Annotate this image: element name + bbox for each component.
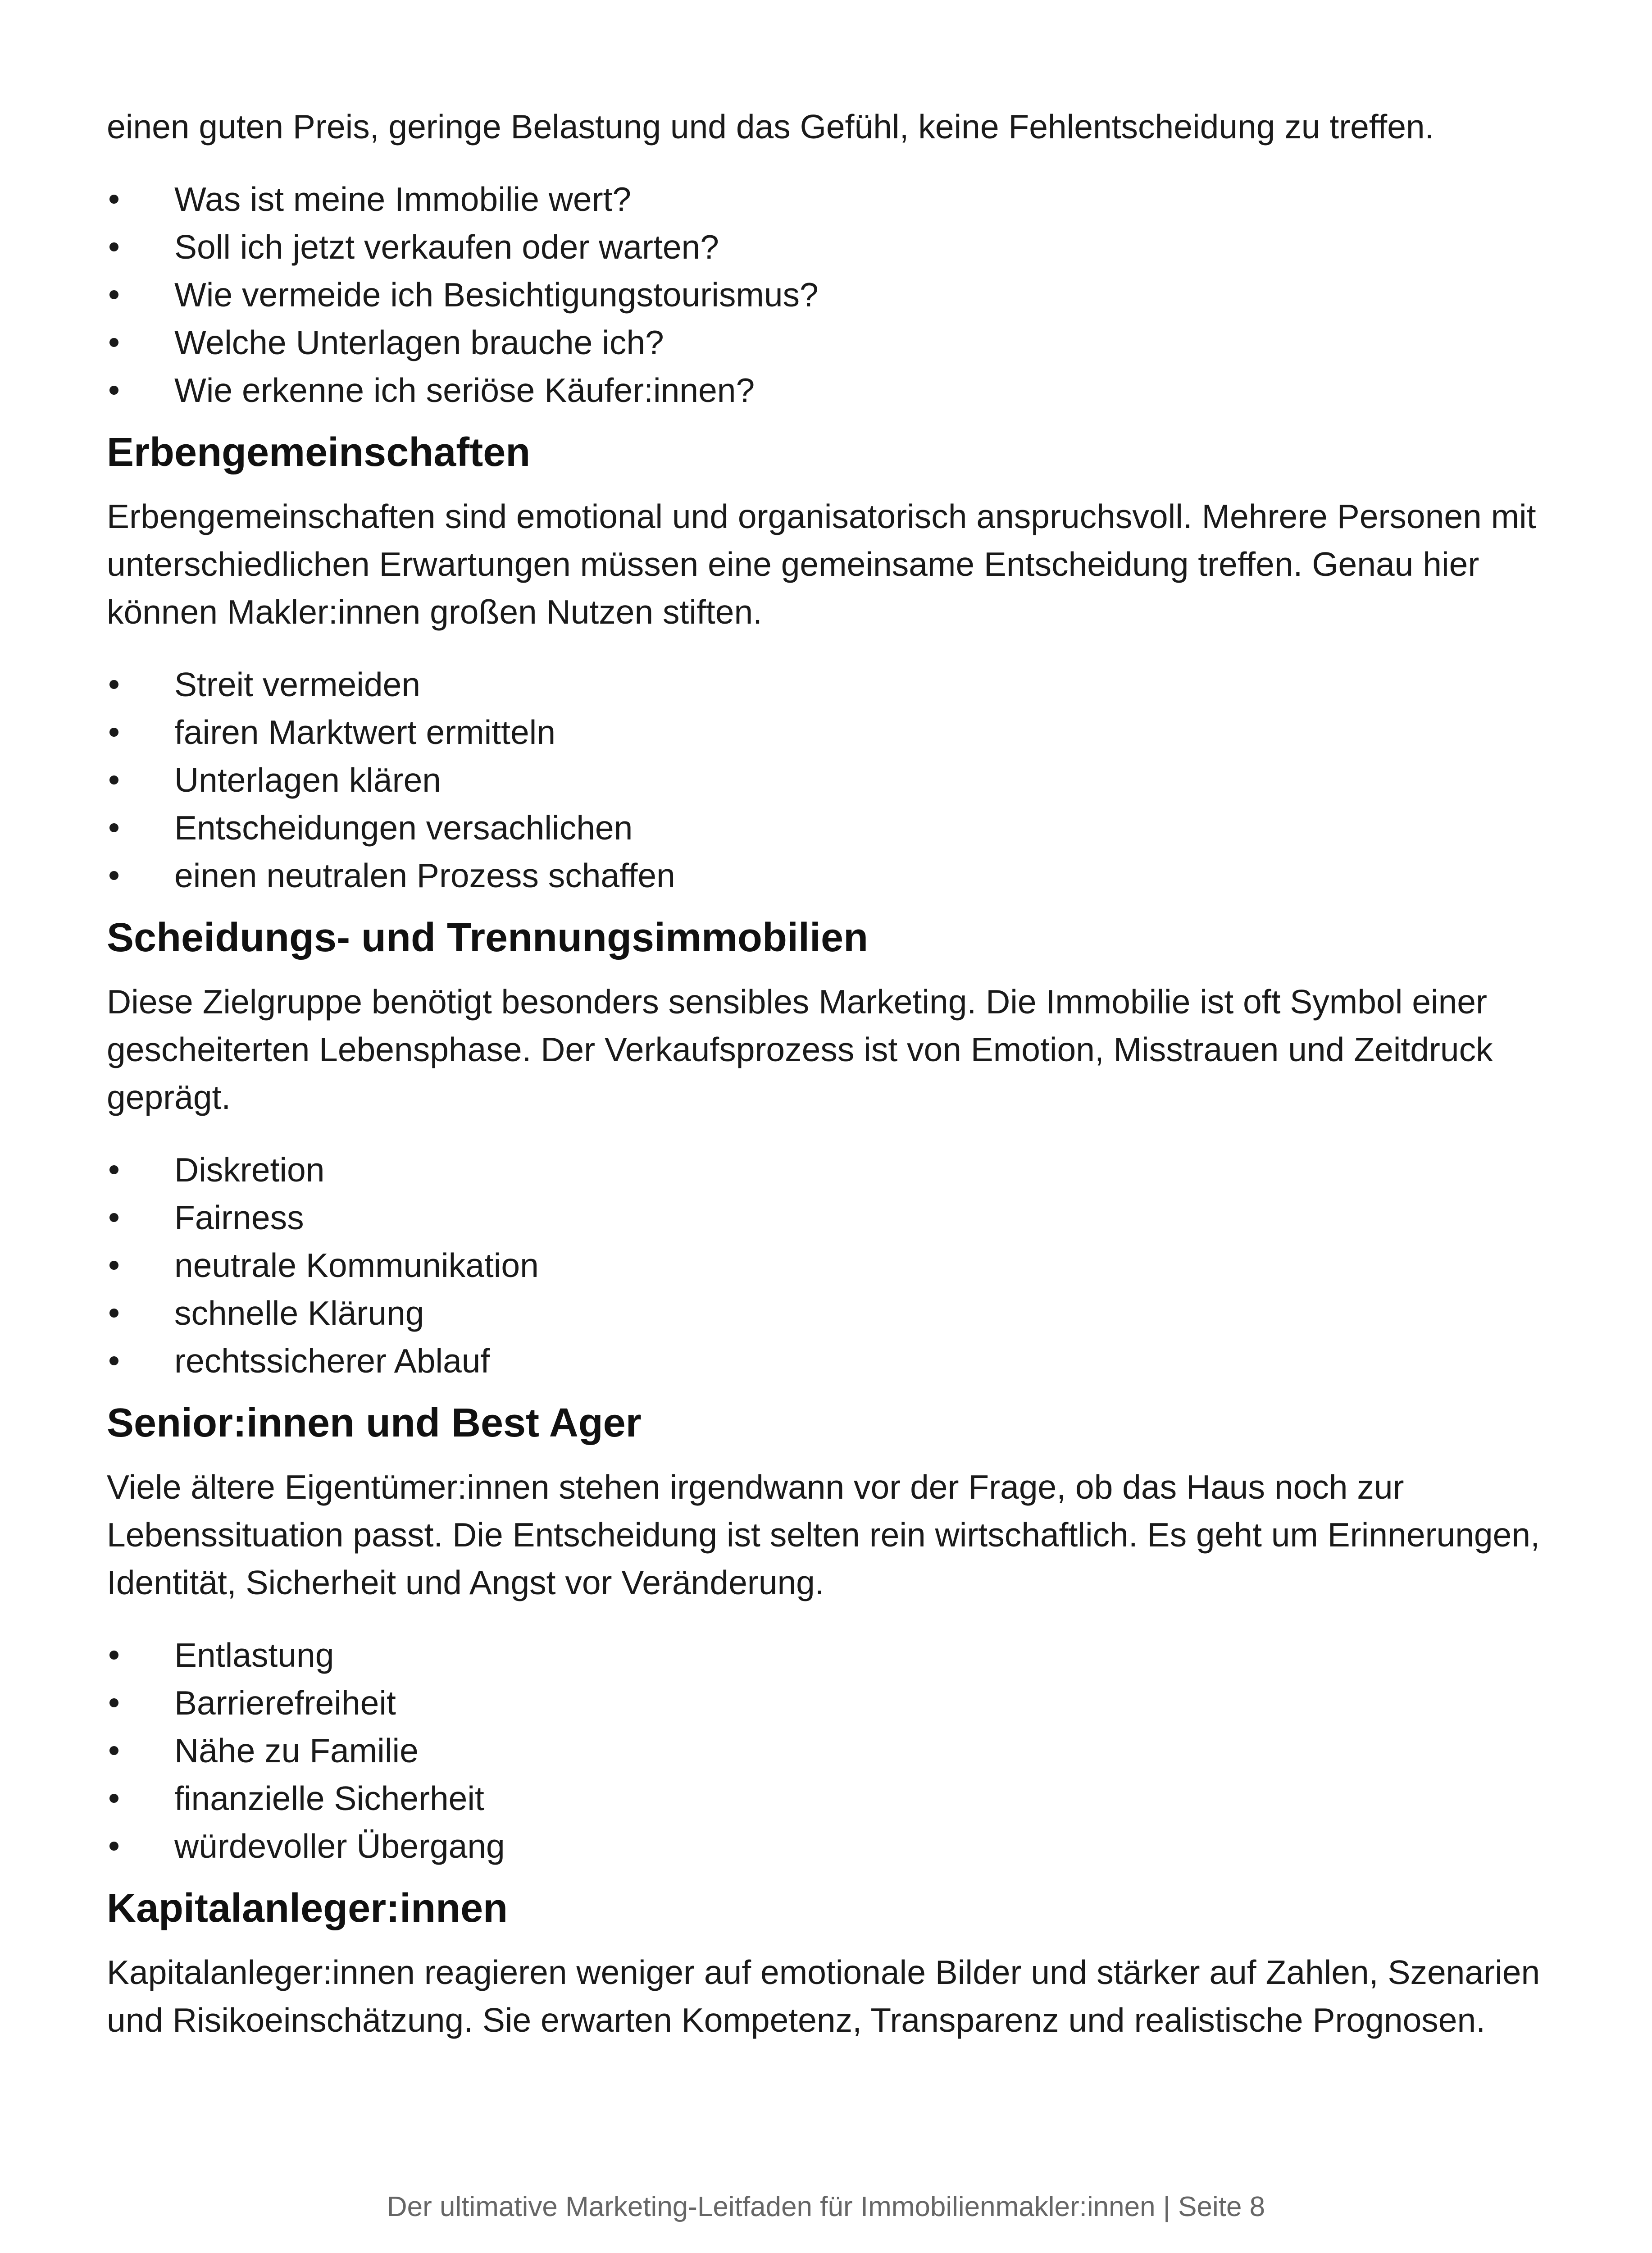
bullet-icon <box>109 1165 118 1174</box>
list-item <box>107 1146 1557 1194</box>
list-item <box>107 852 1557 899</box>
list-item <box>107 1631 1557 1679</box>
list-item-text: fairen Marktwert ermitteln <box>174 713 556 751</box>
list-item <box>107 271 1557 319</box>
section-bullet-list-senioren <box>107 1631 1557 1870</box>
bullet-icon <box>109 1842 118 1851</box>
list-item <box>107 175 1557 223</box>
list-item-text: Welche Unterlagen brauche ich? <box>174 324 664 361</box>
list-item-text: neutrale Kommunikation <box>174 1246 539 1284</box>
list-item-text: schnelle Klärung <box>174 1294 424 1332</box>
section-heading-erbengemeinschaften: Erbengemeinschaften <box>107 430 531 475</box>
list-item <box>107 1337 1557 1385</box>
list-item <box>107 366 1557 414</box>
bullet-icon <box>109 775 118 784</box>
list-item-text: Entlastung <box>174 1636 334 1674</box>
list-item <box>107 1194 1557 1241</box>
list-item-text: Wie erkenne ich seriöse Käufer:innen? <box>174 371 755 409</box>
bullet-icon <box>109 1309 118 1318</box>
list-item <box>107 1241 1557 1289</box>
list-item-text: Nähe zu Familie <box>174 1732 419 1770</box>
list-item <box>107 708 1557 756</box>
list-item-text: würdevoller Übergang <box>174 1827 505 1865</box>
section-bullet-list-erbengemeinschaften <box>107 661 1557 899</box>
bullet-icon <box>109 338 118 347</box>
bullet-icon <box>109 195 118 204</box>
bullet-icon <box>109 871 118 880</box>
bullet-icon <box>109 242 118 251</box>
bullet-icon <box>109 1794 118 1803</box>
page-footer: Der ultimative Marketing-Leitfaden für Immobilienmakler:innen | Seite 8 <box>387 2191 1265 2222</box>
bullet-icon <box>109 1698 118 1707</box>
list-item <box>107 1822 1557 1870</box>
bullet-icon <box>109 386 118 395</box>
list-item <box>107 661 1557 708</box>
bullet-icon <box>109 1356 118 1365</box>
section-bullet-list-scheidung <box>107 1146 1557 1385</box>
page-content <box>107 103 1557 2069</box>
section-heading-kapitalanleger: Kapitalanleger:innen <box>107 1886 508 1931</box>
list-item-text: Unterlagen klären <box>174 761 441 799</box>
list-item <box>107 1774 1557 1822</box>
list-item-text: Fairness <box>174 1199 304 1236</box>
list-item-text: Barrierefreiheit <box>174 1684 396 1722</box>
section-paragraph-kapitalanleger: Kapitalanleger:innen reagieren weniger auf emotionale Bilder und stärker auf Zahlen, Szenarien und Risikoeinschätzung. Sie erwarten Kompetenz, Transparenz und realistische Prognosen. <box>107 1953 1540 2039</box>
section-paragraph-senioren: Viele ältere Eigentümer:innen stehen irgendwann vor der Frage, ob das Haus noch zur Lebenssituation passt. Die Entscheidung ist selten rein wirtschaftlich. Es geht um Erinnerungen, Identität, Sicherheit und Angst vor Veränderung. <box>107 1468 1540 1601</box>
list-item-text: Entscheidungen versachlichen <box>174 809 633 847</box>
bullet-icon <box>109 1746 118 1755</box>
list-item <box>107 1679 1557 1727</box>
list-item-text: Was ist meine Immobilie wert? <box>174 180 632 218</box>
list-item <box>107 223 1557 271</box>
list-item-text: finanzielle Sicherheit <box>174 1779 484 1817</box>
section-paragraph-erbengemeinschaften: Erbengemeinschaften sind emotional und organisatorisch anspruchsvoll. Mehrere Personen mit unterschiedlichen Erwartungen müssen eine gemeinsame Entscheidung treffen. Genau hier können Makler:innen großen Nutzen stiften. <box>107 497 1536 631</box>
bullet-icon <box>109 290 118 299</box>
bullet-icon <box>109 680 118 689</box>
bullet-icon <box>109 1261 118 1270</box>
list-item-text: Streit vermeiden <box>174 666 421 703</box>
bullet-icon <box>109 728 118 737</box>
list-item-text: rechtssicherer Ablauf <box>174 1342 490 1380</box>
list-item-text: Wie vermeide ich Besichtigungstourismus? <box>174 276 819 314</box>
intro-bullet-list <box>107 175 1557 414</box>
list-item-text: Diskretion <box>174 1151 325 1189</box>
list-item <box>107 1289 1557 1337</box>
list-item <box>107 319 1557 366</box>
intro-paragraph: einen guten Preis, geringe Belastung und das Gefühl, keine Fehlentscheidung zu treffen. <box>107 108 1434 146</box>
list-item <box>107 1727 1557 1774</box>
list-item <box>107 756 1557 804</box>
list-item-text: Soll ich jetzt verkaufen oder warten? <box>174 228 719 266</box>
section-heading-scheidung: Scheidungs- und Trennungsimmobilien <box>107 915 869 960</box>
section-heading-senioren: Senior:innen und Best Ager <box>107 1400 642 1446</box>
list-item-text: einen neutralen Prozess schaffen <box>174 857 675 894</box>
bullet-icon <box>109 1213 118 1222</box>
bullet-icon <box>109 823 118 832</box>
list-item <box>107 804 1557 852</box>
bullet-icon <box>109 1651 118 1660</box>
section-paragraph-scheidung: Diese Zielgruppe benötigt besonders sensibles Marketing. Die Immobilie ist oft Symbol einer gescheiterten Lebensphase. Der Verkaufsprozess ist von Emotion, Misstrauen und Zeitdruck geprägt. <box>107 983 1493 1116</box>
